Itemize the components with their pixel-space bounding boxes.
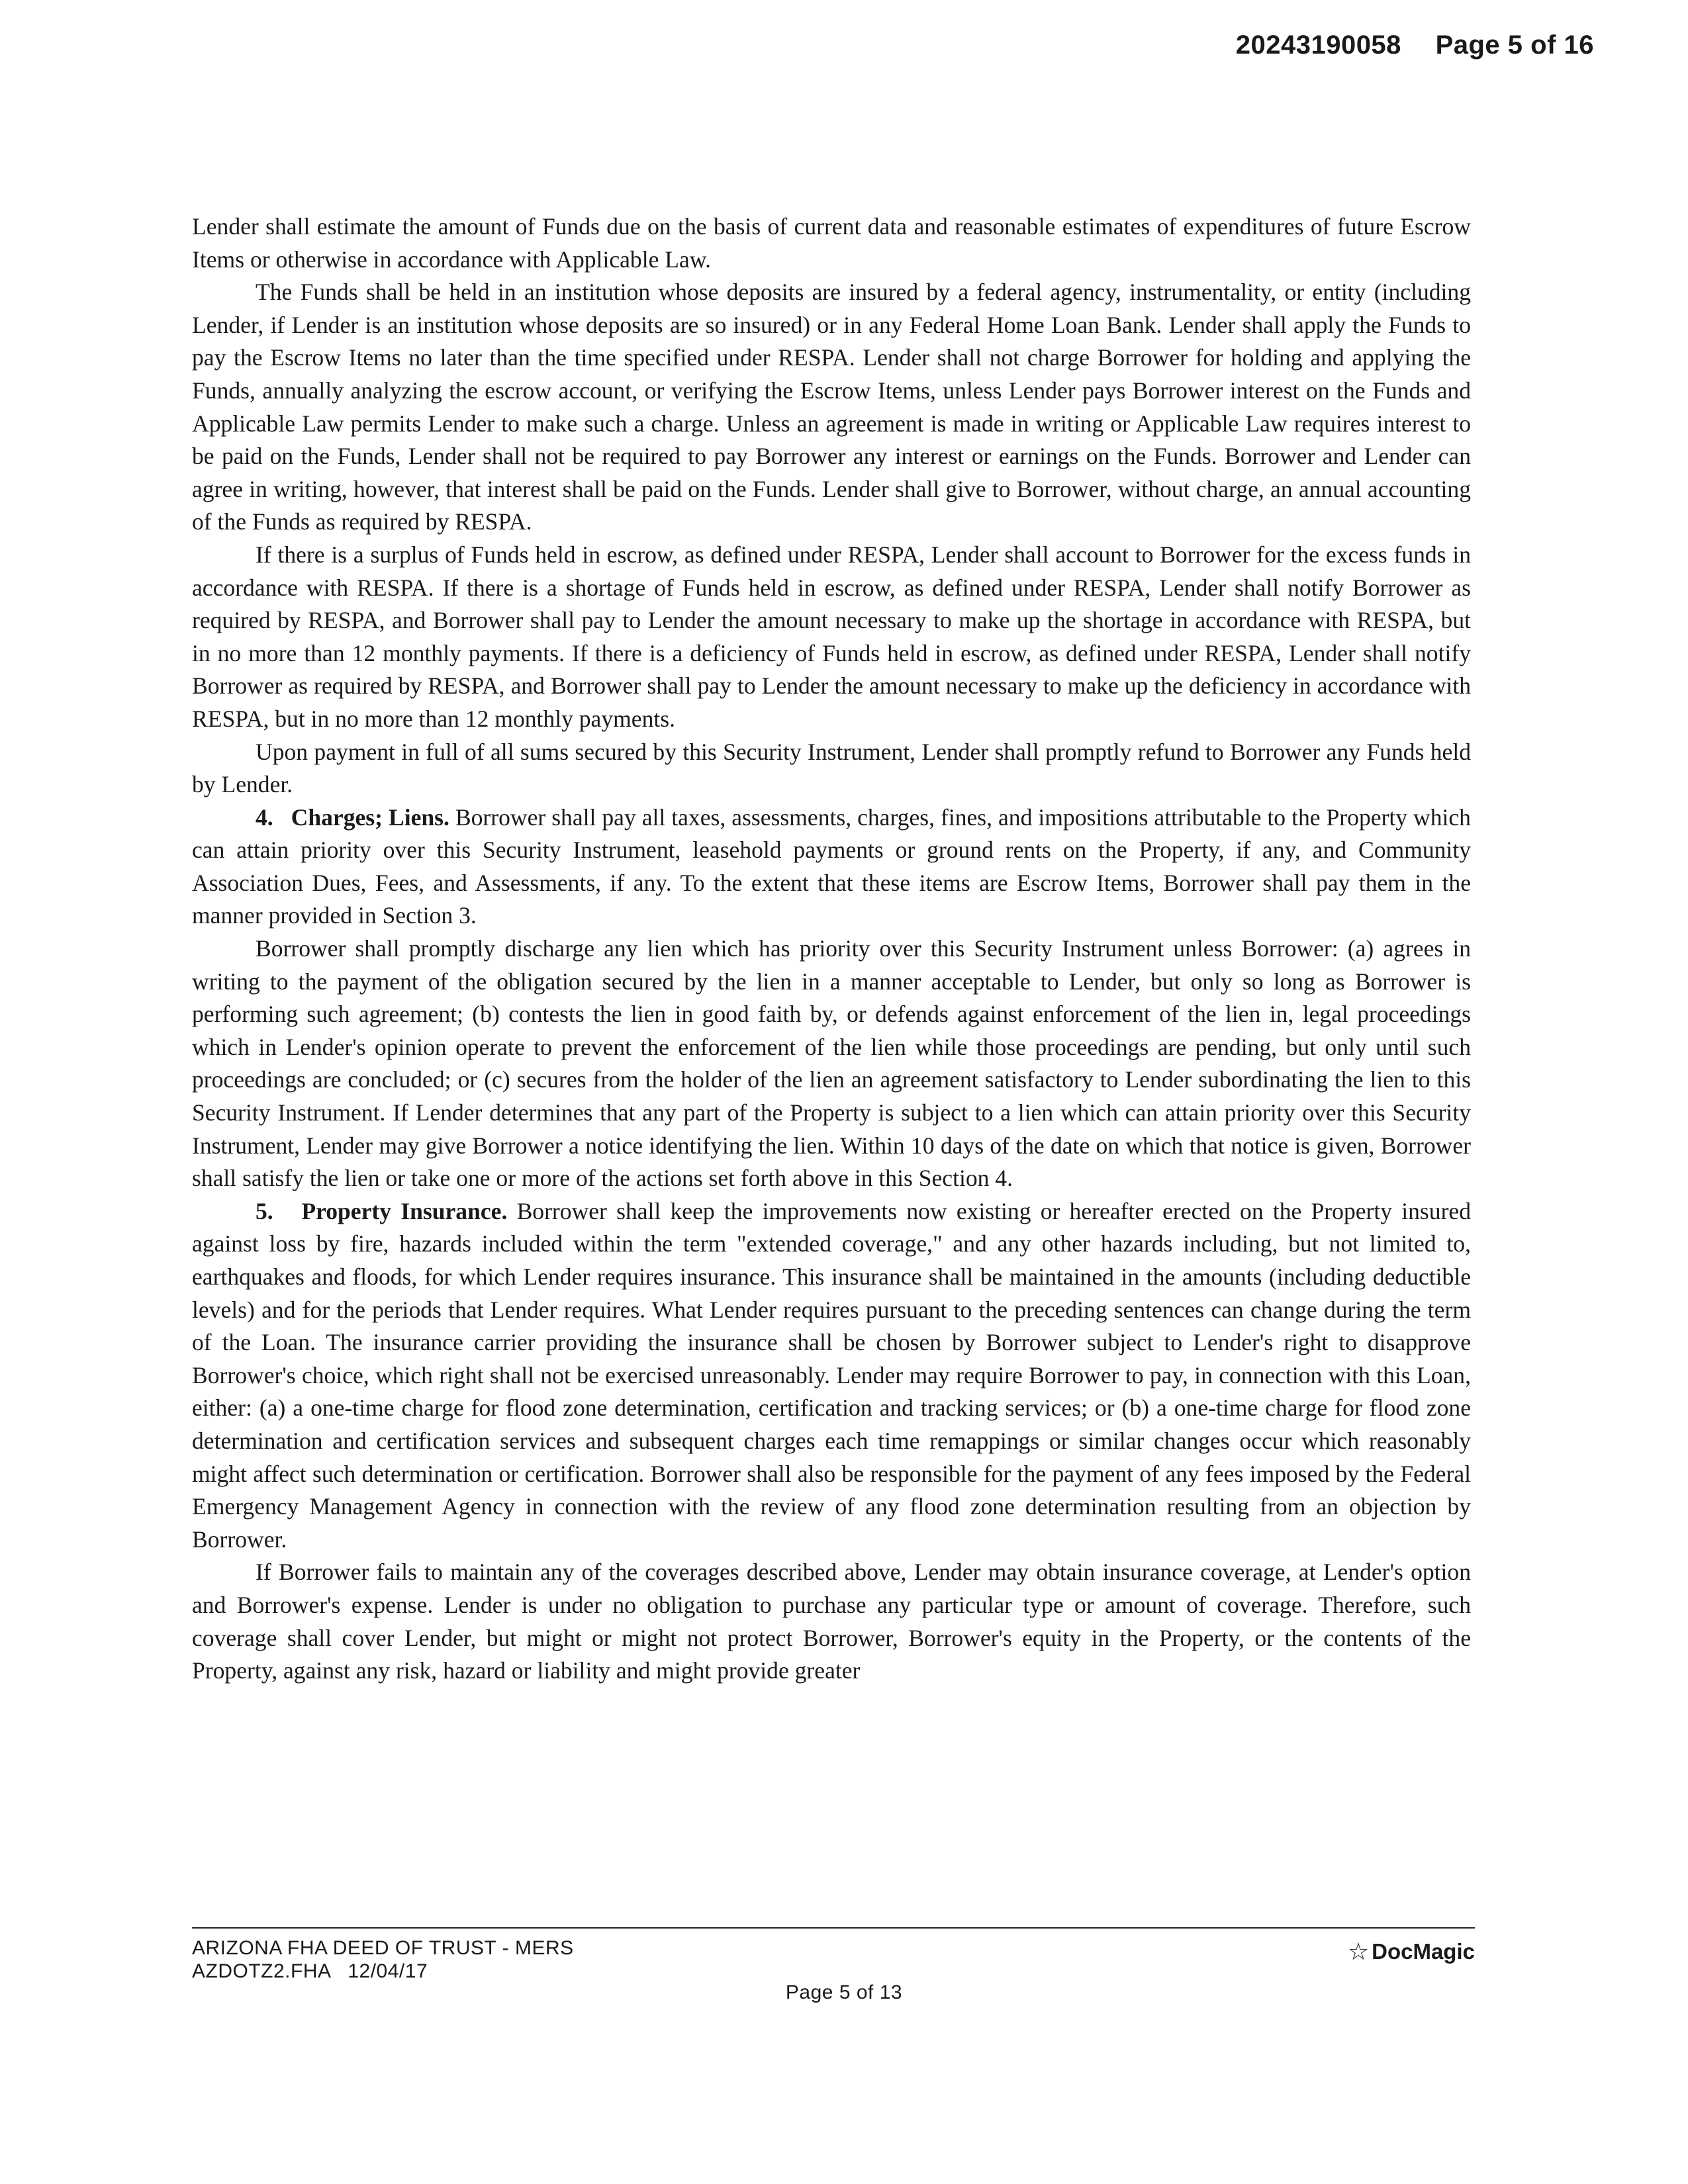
paragraph-surplus-shortage: If there is a surplus of Funds held in escrow, as defined under RESPA, Lender shall account to Borrower for the excess funds in accordance with RESPA. If there is a shortage of Funds held in escrow, as defined under RESPA, Lender shall notify Borrower as required by RESPA, and Borrower shall pay to Lender the amount necessary to make up the shortage in accordance with RESPA, but in no more than 12 monthly payments. If there is a deficiency of Funds held in escrow, as defined under RESPA, Lender shall notify Borrower as required by RESPA, and Borrower shall pay to Lender the amount necessary to make up the deficiency in accordance with RESPA, but in no more than 12 monthly payments.: [192, 541, 1471, 732]
paragraph-coverage-failure: If Borrower fails to maintain any of the coverages described above, Lender may obtain insurance coverage, at Lender's option and Borrower's expense. Lender is under no obligation to purchase any particular type or amount of coverage. Therefore, such coverage shall cover Lender, but might or might not protect Borrower, Borrower's equity in the Property, or the contents of the Property, against any risk, hazard or liability and might provide greater: [192, 1559, 1471, 1684]
paragraph-discharge-lien: Borrower shall promptly discharge any lien which has priority over this Security Instrument unless Borrower: (a) agrees in writing to the payment of the obligation secured by the lien in a manner acceptable to Lender, but only so long as Borrower is performing such agreement; (b) contests the lien in good faith by, or defends against enforcement of the lien in, legal proceedings which in Lender's opinion operate to prevent the enforcement of the lien while those proceedings are pending, but only until such proceedings are concluded; or (c) secures from the holder of the lien an agreement satisfactory to Lender subordinating the lien to this Security Instrument. If Lender determines that any part of the Property is subject to a lien which can attain priority over this Security Instrument, Lender may give Borrower a notice identifying the lien. Within 10 days of the date on which that notice is given, Borrower shall satisfy the lien or take one or more of the actions set forth above in this Section 4.: [192, 935, 1471, 1192]
paragraph-funds-held: The Funds shall be held in an institution whose deposits are insured by a federal agency, instrumentality, or entity (including Lender, if Lender is an institution whose deposits are so insured) or in any Federal Home Loan Bank. Lender shall apply the Funds to pay the Escrow Items no later than the time specified under RESPA. Lender shall not charge Borrower for holding and applying the Funds, annually analyzing the escrow account, or verifying the Escrow Items, unless Lender pays Borrower interest on the Funds and Applicable Law permits Lender to make such a charge. Unless an agreement is made in writing or Applicable Law requires interest to be paid on the Funds, Lender shall not be required to pay Borrower any interest or earnings on the Funds. Borrower and Lender can agree in writing, however, that interest shall be paid on the Funds. Lender shall give to Borrower, without charge, an annual accounting of the Funds as required by RESPA.: [192, 279, 1471, 535]
section-5-title: Property Insurance.: [301, 1197, 508, 1224]
document-body: [192, 210, 1471, 1688]
footer-brand-name: DocMagic: [1372, 1939, 1475, 1964]
recording-number: 20243190058: [1235, 30, 1401, 60]
section-5-property-insurance: [192, 1195, 1471, 1557]
footer-form-info: [192, 1936, 574, 1983]
section-5-number: 5.: [256, 1197, 273, 1224]
footer-form-code: AZDOTZ2.FHA 12/04/17: [192, 1960, 428, 1982]
recording-page-label: Page 5 of 16: [1435, 30, 1594, 60]
footer-divider: [192, 1927, 1475, 1929]
footer-page-number: [0, 1981, 1688, 2004]
star-outline-icon: ☆: [1347, 1938, 1370, 1965]
paragraph-escrow-estimate: Lender shall estimate the amount of Funds due on the basis of current data and reasonable estimates of expenditures of future Escrow Items or otherwise in accordance with Applicable Law.: [192, 213, 1471, 273]
section-4-number: 4.: [256, 803, 273, 831]
footer-brand: [1348, 1938, 1475, 1966]
section-5-text: Borrower shall keep the improvements now existing or hereafter erected on the Property insured against loss by fire, hazards included within the term "extended coverage," and any other hazards including, but not limited to, earthquakes and floods, for which Lender requires insurance. This insurance shall be maintained in the amounts (including deductible levels) and for the periods that Lender requires. What Lender requires pursuant to the preceding sentences can change during the term of the Loan. The insurance carrier providing the insurance shall be chosen by Borrower subject to Lender's right to disapprove Borrower's choice, which right shall not be exercised unreasonably. Lender may require Borrower to pay, in connection with this Loan, either: (a) a one-time charge for flood zone determination, certification and tracking services; or (b) a one-time charge for flood zone determination and certification services and subsequent charges each time remappings or similar changes occur which reasonably might affect such determination or certification. Borrower shall also be responsible for the payment of any fees imposed by the Federal Emergency Management Agency in connection with the review of any flood zone determination resulting from an objection by Borrower.: [192, 1197, 1471, 1553]
footer-page-label: Page 5 of 13: [785, 1981, 903, 2003]
section-4-charges-liens: [192, 801, 1471, 933]
section-4-title: Charges; Liens.: [291, 803, 449, 831]
paragraph-refund: Upon payment in full of all sums secured by this Security Instrument, Lender shall promptly refund to Borrower any Funds held by Lender.: [192, 738, 1471, 798]
recording-header: [1236, 30, 1594, 60]
footer-form-title: ARIZONA FHA DEED OF TRUST - MERS: [192, 1937, 574, 1959]
section-4-text: Borrower shall pay all taxes, assessments, charges, fines, and impositions attributable to the Property which can attain priority over this Security Instrument, leasehold payments or ground rents on the Property, if any, and Community Association Dues, Fees, and Assessments, if any. To the extent that these items are Escrow Items, Borrower shall pay them in the manner provided in Section 3.: [192, 803, 1471, 929]
